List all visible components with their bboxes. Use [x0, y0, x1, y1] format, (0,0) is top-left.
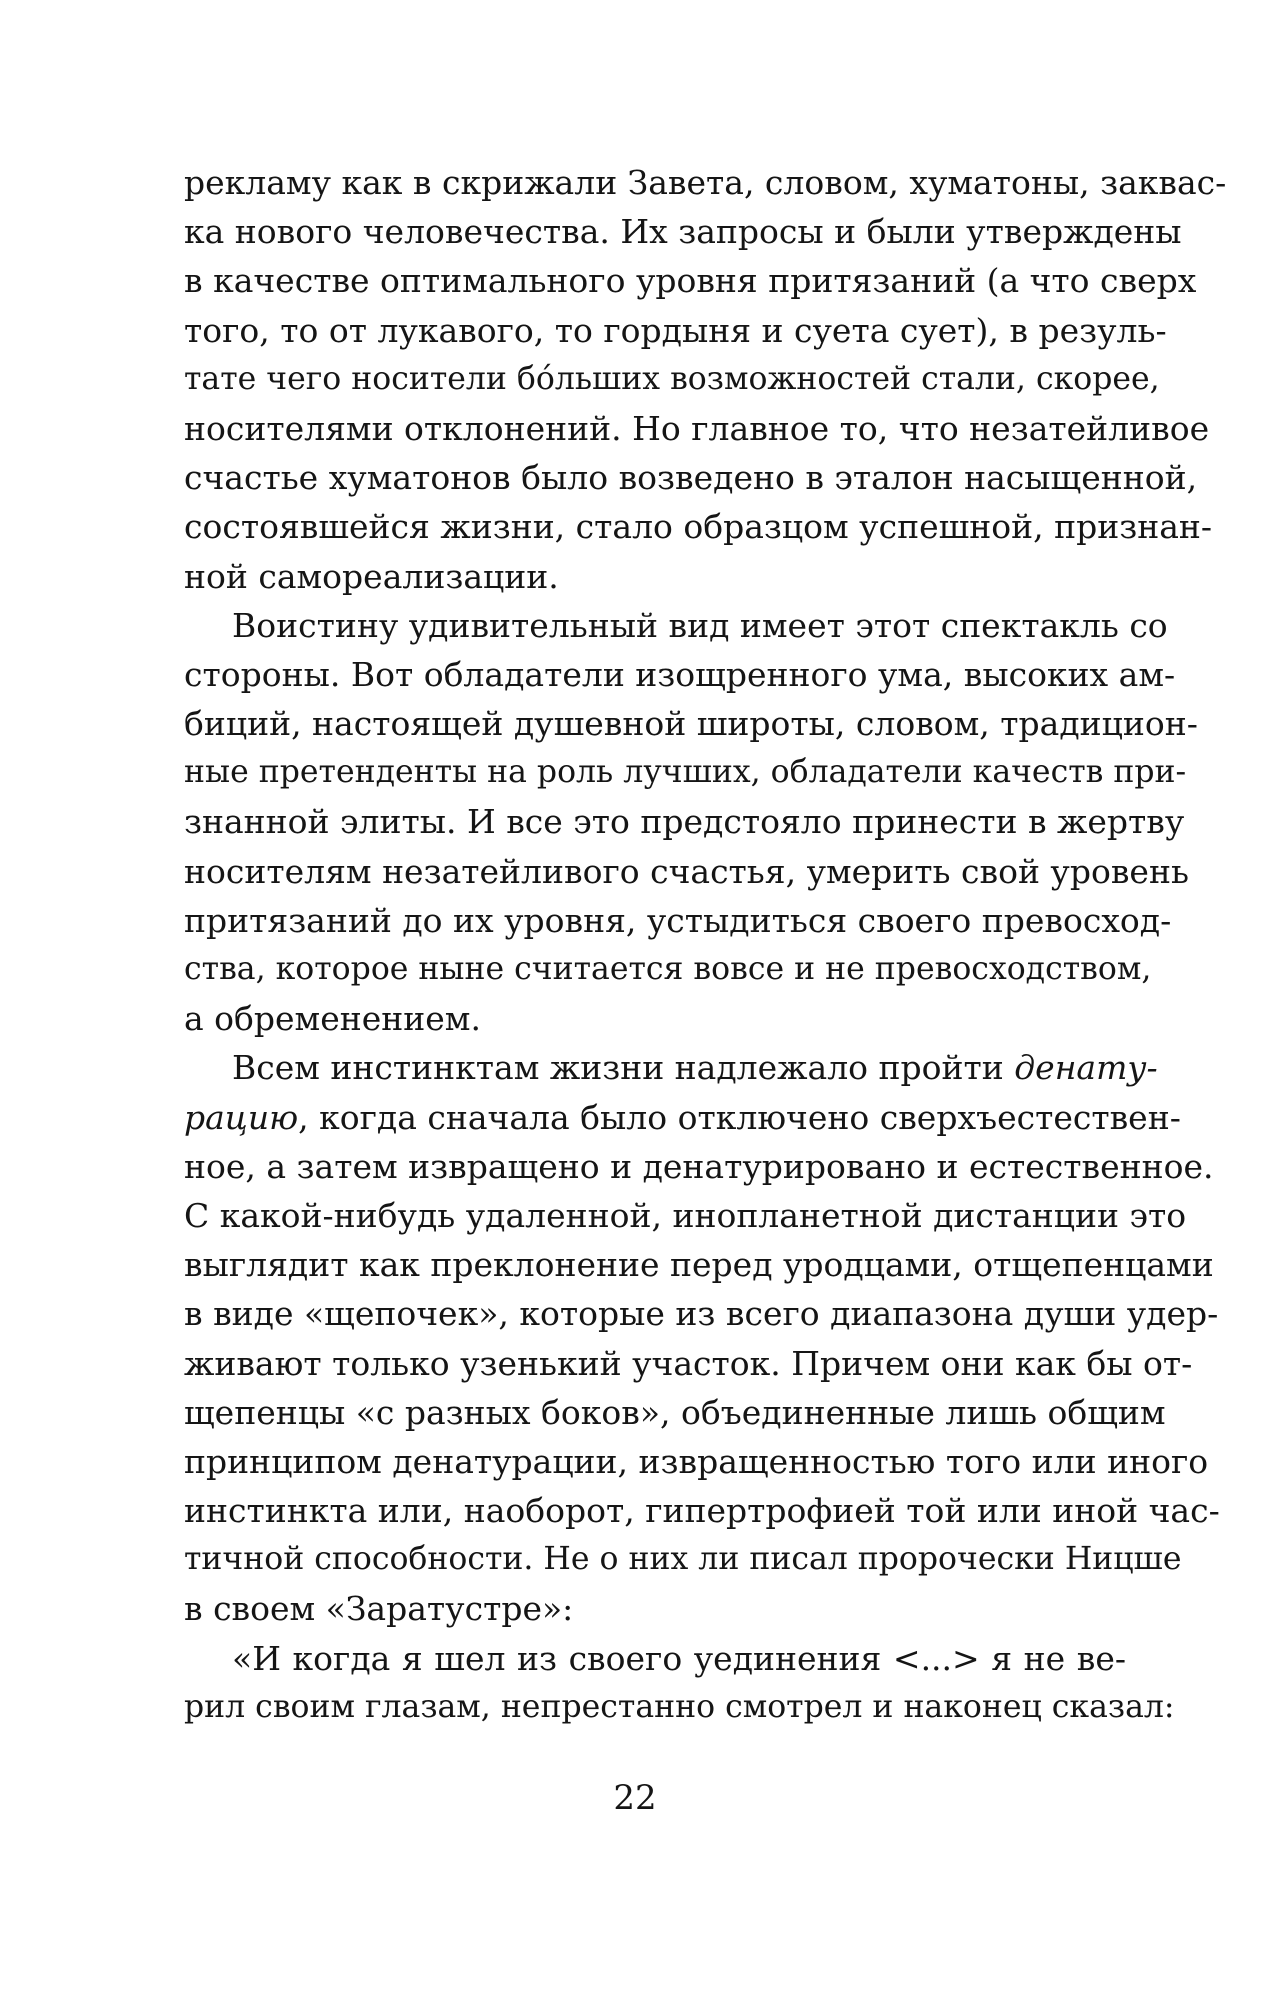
text-line: ные претенденты на роль лучших, обладатели качеств при-: [184, 754, 1187, 791]
text-line: в виде «щепочек», которые из всего диапазона души удер-: [184, 1294, 1219, 1334]
text-line: в своем «Заратустре»:: [184, 1589, 574, 1629]
text-line: ной самореализации.: [184, 556, 559, 596]
text-line: инстинкта или, наоборот, гипертрофией той или иной час-: [184, 1491, 1220, 1531]
italic-term: денату-: [1014, 1048, 1158, 1088]
text-line: притязаний до их уровня, устыдиться своего превосход-: [184, 900, 1172, 940]
text-line: в качестве оптимального уровня притязаний (а что сверх: [184, 261, 1197, 301]
paragraph-first-line: Воистину удивительный вид имеет этот спектакль со: [232, 605, 1168, 645]
text-line: состоявшейся жизни, стало образцом успешной, признан-: [184, 507, 1213, 547]
quote-first-line: «И когда я шел из своего уединения <...> я не ве-: [232, 1638, 1126, 1678]
text-line: носителями отклонений. Но главное то, что незатейливое: [184, 408, 1210, 448]
text-line: а обременением.: [184, 999, 481, 1039]
text-line: принципом денатурации, извращенностью того или иного: [184, 1441, 1209, 1481]
text-line: стороны. Вот обладатели изощренного ума, высоких ам-: [184, 654, 1176, 694]
text-line: ства, которое ныне считается вовсе и не превосходством,: [184, 951, 1152, 987]
page-body-text: [184, 158, 1227, 1732]
text-line: носителям незатейливого счастья, умерить свой уровень: [184, 851, 1189, 891]
text-run: Всем инстинктам жизни надлежало пройти: [232, 1048, 1015, 1088]
text-line: рекламу как в скрижали Завета, словом, хуматоны, заквас-: [184, 163, 1227, 202]
text-line: знанной элиты. И все это предстояло принести в жертву: [184, 802, 1185, 842]
text-line: тичной способности. Не о них ли писал пророчески Ницше: [184, 1541, 1182, 1578]
text-line: выглядит как преклонение перед уродцами, отщепенцами: [184, 1245, 1214, 1285]
text-line: щепенцы «с разных боков», объединенные лишь общим: [184, 1392, 1166, 1432]
page-number: 22: [613, 1778, 657, 1818]
text-line: биций, настоящей душевной широты, словом, традицион-: [184, 704, 1198, 744]
text-line: того, то от лукавого, то гордыня и суета сует), в резуль-: [184, 310, 1167, 350]
text-line: тате чего носители бо́льших возможностей стали, скорее,: [184, 360, 1160, 397]
text-line: счастье хуматонов было возведено в эталон насыщенной,: [184, 458, 1198, 498]
italic-term: рацию: [184, 1097, 299, 1137]
text-run: , когда сначала было отключено сверхъестествен-: [298, 1097, 1181, 1137]
text-line: С какой-нибудь удаленной, инопланетной дистанции это: [184, 1195, 1187, 1235]
text-line: живают только узенький участок. Причем они как бы от-: [184, 1343, 1193, 1383]
text-line: ное, а затем извращено и денатурировано и естественное.: [184, 1146, 1214, 1186]
text-line: ка нового человечества. Их запросы и были утверждены: [184, 212, 1182, 252]
paragraph-first-line: [184, 1043, 1158, 1092]
text-line: [184, 1093, 1181, 1142]
quote-line: рил своим глазам, непрестанно смотрел и наконец сказал:: [184, 1688, 1175, 1725]
